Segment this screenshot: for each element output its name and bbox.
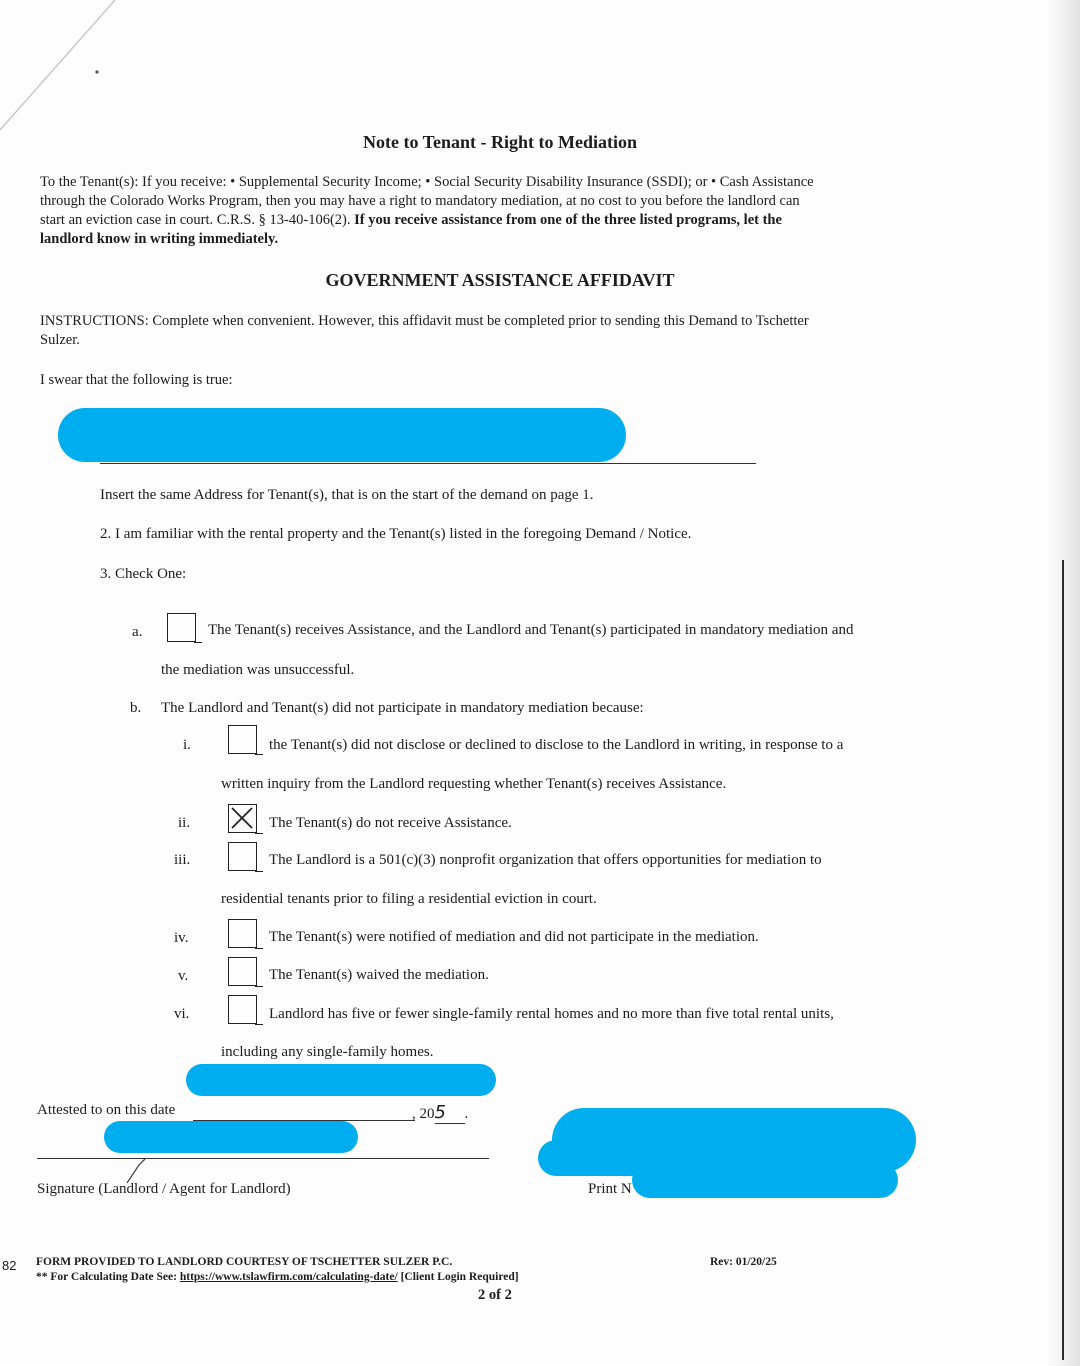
mediation-line-1: To the Tenant(s): If you receive: • Supplemental Security Income; • Social Security Disability Insurance (SSDI); or • Cash Assistance <box>40 174 814 190</box>
option-iv-checkbox[interactable] <box>228 919 257 948</box>
mediation-line-3 <box>40 211 980 230</box>
signature-label: Signature (Landlord / Agent for Landlord) <box>37 1181 291 1197</box>
calculating-date-link[interactable]: https://www.tslawfirm.com/calculating-date/ <box>179 1271 398 1283</box>
option-v-checkbox[interactable] <box>228 957 257 986</box>
option-iii-text-2: residential tenants prior to filing a residential eviction in court. <box>221 891 597 907</box>
address-line[interactable] <box>100 463 756 464</box>
redacted-print-name-3 <box>632 1162 898 1198</box>
page-number: 2 of 2 <box>478 1287 512 1303</box>
option-b-label: b. <box>130 700 142 716</box>
mediation-line-3-bold: If you receive assistance from one of the three listed programs, let the <box>354 212 782 228</box>
attest-label: Attested to on this date <box>37 1102 176 1118</box>
instructions <box>40 312 980 350</box>
item-3: 3. Check One: <box>100 566 187 582</box>
option-ii-text: The Tenant(s) do not receive Assistance. <box>269 815 512 831</box>
redacted-address <box>58 408 626 462</box>
option-a-label: a. <box>132 624 143 640</box>
mediation-line-4: landlord know in writing immediately. <box>40 231 279 247</box>
footer-line-2-prefix: ** For Calculating Date See: <box>36 1271 180 1283</box>
option-iv-label: iv. <box>174 930 189 946</box>
redacted-signature <box>104 1121 358 1153</box>
mediation-notice <box>40 173 980 249</box>
option-vi-checkbox[interactable] <box>228 995 257 1024</box>
checkmark-x-icon <box>229 805 255 831</box>
option-a-text-1: The Tenant(s) receives Assistance, and the Landlord and Tenant(s) participated in mandatory mediation and <box>208 622 854 638</box>
option-b-text: The Landlord and Tenant(s) did not participate in mandatory mediation because: <box>161 700 644 716</box>
option-iv-text: The Tenant(s) were notified of mediation and did not participate in the mediation. <box>269 929 759 945</box>
option-a-checkbox[interactable] <box>167 613 196 642</box>
mediation-line-2: through the Colorado Works Program, then you may have a right to mandatory mediation, at no cost to you before the landlord can <box>40 193 800 209</box>
option-a-text-2: the mediation was unsuccessful. <box>161 662 355 678</box>
folded-corner-mark <box>0 0 130 140</box>
redacted-print-name-2 <box>538 1140 648 1176</box>
attest-year <box>412 1102 468 1124</box>
footer-line-1: FORM PROVIDED TO LANDLORD COURTESY OF TSCHETTER SULZER P.C. <box>36 1256 453 1268</box>
revision: Rev: 01/20/25 <box>710 1256 777 1268</box>
option-ii-checkbox[interactable] <box>228 804 257 833</box>
option-iii-label: iii. <box>174 852 191 868</box>
footer-line-2-suffix: [Client Login Required] <box>397 1271 519 1283</box>
option-v-text: The Tenant(s) waived the mediation. <box>269 967 489 983</box>
instructions-line-2: Sulzer. <box>40 332 80 348</box>
option-vi-text-1: Landlord has five or fewer single-family rental homes and no more than five total rental units, <box>269 1006 834 1022</box>
attest-year-prefix: , 20 <box>412 1106 435 1122</box>
margin-number: 82 <box>2 1258 17 1273</box>
affidavit-title: GOVERNMENT ASSISTANCE AFFIDAVIT <box>325 270 675 290</box>
option-v-label: v. <box>178 968 189 984</box>
option-i-checkbox[interactable] <box>228 725 257 754</box>
print-name-label: Print N <box>588 1181 632 1197</box>
option-vi-text-2: including any single-family homes. <box>221 1044 434 1060</box>
redacted-date-top <box>186 1064 496 1096</box>
address-instruction: Insert the same Address for Tenant(s), that is on the start of the demand on page 1. <box>100 487 594 503</box>
item-2: 2. I am familiar with the rental property and the Tenant(s) listed in the foregoing Demand / Notice. <box>100 526 692 542</box>
instructions-line-1: INSTRUCTIONS: Complete when convenient. However, this affidavit must be completed prior to sending this Demand to Tschetter <box>40 313 809 329</box>
option-vi-label: vi. <box>174 1006 190 1022</box>
option-iii-text-1: The Landlord is a 501(c)(3) nonprofit organization that offers opportunities for mediation to <box>269 852 822 868</box>
mediation-title: Note to Tenant - Right to Mediation <box>363 132 637 152</box>
attest-period: . <box>464 1106 469 1122</box>
signature-line[interactable] <box>37 1158 489 1159</box>
footer-line-2 <box>36 1271 519 1283</box>
option-ii-label: ii. <box>178 815 191 831</box>
option-i-text-2: written inquiry from the Landlord requesting whether Tenant(s) receives Assistance. <box>221 776 727 792</box>
option-i-label: i. <box>183 737 191 753</box>
mediation-line-3-text: start an eviction case in court. C.R.S. § 13-40-106(2). <box>40 212 355 228</box>
option-i-text-1: the Tenant(s) did not disclose or declined to disclose to the Landlord in writing, in response to a <box>269 737 844 753</box>
option-iii-checkbox[interactable] <box>228 842 257 871</box>
page-edge-line <box>1062 560 1064 1360</box>
swear-statement: I swear that the following is true: <box>40 372 233 388</box>
attest-year-handwritten: 5 <box>435 1102 465 1124</box>
